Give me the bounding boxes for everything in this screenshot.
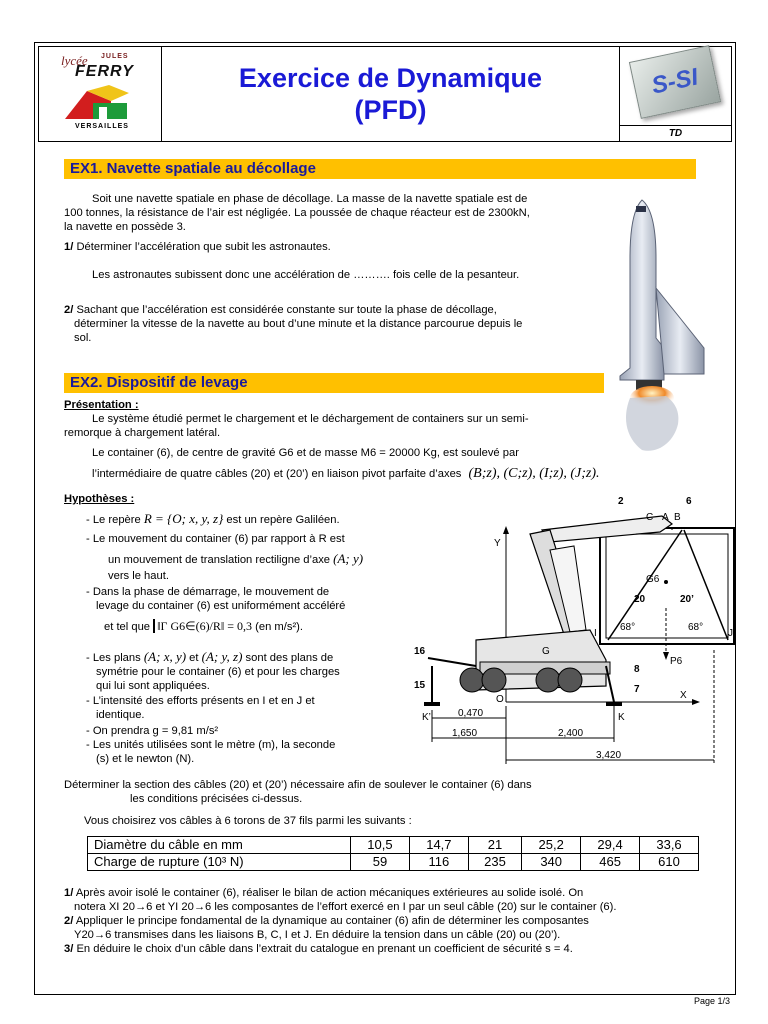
table-cell: 610 bbox=[640, 854, 699, 871]
ex2-title: EX2. Dispositif de levage bbox=[64, 373, 604, 393]
page-number: Page 1/3 bbox=[693, 996, 730, 1006]
ex1-intro-line: 100 tonnes, la résistance de l’air est négligée. La poussée de chaque réacteur est de 2300kN, bbox=[64, 207, 530, 219]
dimension-label: 3,420 bbox=[596, 750, 622, 761]
ex1-question-1 bbox=[64, 240, 604, 254]
logo-jules-text: JULES bbox=[101, 53, 129, 60]
title-box bbox=[162, 46, 620, 142]
reference-formula: R = {O; x, y, z} bbox=[143, 511, 224, 526]
hypothesis-4 bbox=[86, 650, 404, 693]
question-text: Après avoir isolé le container (6), réaliser le bilan de action mécaniques extérieures au solide isolé. On bbox=[73, 887, 584, 899]
question-text: Sachant que l’accélération est considérée constante sur toute la phase de décollage, bbox=[73, 304, 497, 316]
question-text: notera XI 20→6 et YI 20→6 les composantes de l’effort exercé en I par un seul câble (20) sur le container (6). bbox=[74, 901, 617, 913]
hypothesis-text: et tel que bbox=[104, 621, 151, 633]
hypothesis-text: - Le repère bbox=[86, 514, 141, 526]
acceleration-formula: ‖Γ G6∈(6)/R‖ = 0,3 bbox=[153, 619, 252, 633]
presentation-axes-line bbox=[92, 467, 698, 481]
page-title: Exercice de Dynamique bbox=[238, 63, 543, 93]
diagram-label: I bbox=[594, 628, 597, 639]
page-subtitle: (PFD) bbox=[354, 95, 427, 125]
separator: , bbox=[496, 466, 500, 481]
hypothesis-text: levage du container (6) est uniformément accéléré bbox=[96, 600, 346, 612]
hypothesis-text: est un repère Galiléen. bbox=[226, 514, 340, 526]
table-row-label: Diamètre du câble en mm bbox=[88, 837, 351, 854]
hypothesis-3 bbox=[86, 585, 398, 634]
td-label: TD bbox=[620, 126, 732, 142]
ex2-presentation bbox=[64, 398, 604, 440]
page-header bbox=[38, 46, 732, 146]
diagram-label: A bbox=[662, 512, 669, 523]
hypothesis-text: - Les plans bbox=[86, 652, 141, 664]
ex1-intro-line: Soit une navette spatiale en phase de décollage. La masse de la navette spatiale est de bbox=[92, 193, 528, 205]
diagram-label: 7 bbox=[634, 684, 640, 695]
hypothesis-text: - L’intensité des efforts présents en I et en J et bbox=[86, 695, 315, 707]
table-cell: 14,7 bbox=[409, 837, 468, 854]
table-row bbox=[88, 837, 699, 854]
hypothesis-text: et bbox=[189, 652, 199, 664]
table-row bbox=[88, 854, 699, 871]
diagram-label: 20 bbox=[634, 594, 646, 605]
cable-choice-intro: Vous choisirez vos câbles à 6 torons de 37 fils parmi les suivants : bbox=[84, 815, 412, 827]
hypothesis-1 bbox=[86, 512, 404, 527]
objective-text: les conditions précisées ci-dessus. bbox=[130, 793, 303, 805]
question-text: En déduire le choix d’un câble dans l’extrait du catalogue en prenant un coefficient de sécurité s = 4. bbox=[73, 943, 573, 955]
diagram-label: K bbox=[618, 712, 625, 723]
question-number: 2/ bbox=[64, 304, 74, 316]
school-logo bbox=[38, 46, 162, 142]
ex1-intro-line: la navette en possède 3. bbox=[64, 221, 186, 233]
diagram-label: G bbox=[542, 646, 550, 657]
logo-ferry-text: FERRY bbox=[75, 63, 134, 80]
separator: . bbox=[596, 466, 600, 481]
question-number: 1/ bbox=[64, 887, 74, 899]
question-text: déterminer la vitesse de la navette au bout d’une minute et la distance parcourue depuis le bbox=[74, 318, 523, 330]
ex1-answer-line: Les astronautes subissent donc une accélération de ………. fois celle de la pesanteur. bbox=[92, 269, 520, 281]
diagram-label: 15 bbox=[414, 680, 426, 691]
diagram-label: G6 bbox=[646, 574, 660, 585]
ssi-label: S-SI bbox=[649, 63, 701, 100]
table-cell: 465 bbox=[581, 854, 640, 871]
table-cell: 340 bbox=[522, 854, 581, 871]
diagram-label: 68° bbox=[620, 622, 636, 633]
plane-2: (A; y, z) bbox=[201, 649, 243, 664]
question-text: Déterminer l’accélération que subit les astronautes. bbox=[73, 241, 331, 253]
ex2-questions bbox=[64, 886, 704, 956]
diagram-label: 8 bbox=[634, 664, 640, 675]
objective bbox=[64, 778, 704, 806]
diagram-label: 16 bbox=[414, 646, 426, 657]
question-text: Appliquer le principe fondamental de la dynamique au container (6) afin de déterminer les composantes bbox=[73, 915, 589, 927]
axes-formulas bbox=[469, 466, 600, 481]
axis-j: (J;z) bbox=[570, 466, 597, 481]
ssi-badge bbox=[629, 45, 721, 119]
table-cell: 10,5 bbox=[351, 837, 410, 854]
presentation-line: Le container (6), de centre de gravité G6 et de masse M6 = 20000 Kg, est soulevé par bbox=[92, 447, 519, 459]
separator: , bbox=[563, 466, 567, 481]
diagram-label: X bbox=[680, 690, 687, 701]
logo-building-icon bbox=[59, 83, 143, 123]
question-number: 3/ bbox=[64, 943, 74, 955]
lifting-device-diagram bbox=[410, 490, 740, 775]
diagram-label: Y bbox=[494, 538, 501, 549]
hypothesis-text: identique. bbox=[96, 709, 145, 721]
cable-catalog-table bbox=[87, 836, 699, 871]
diagram-label: 68° bbox=[688, 622, 704, 633]
hypothesis-text: - Le mouvement du container (6) par rapport à R est bbox=[86, 533, 345, 545]
presentation-label: Présentation : bbox=[64, 399, 139, 411]
space-shuttle-image bbox=[612, 198, 712, 454]
hypothesis-text: - Dans la phase de démarrage, le mouvement de bbox=[86, 586, 330, 598]
ex1-question-2 bbox=[64, 303, 604, 345]
hypothesis-text: qui lui sont appliquées. bbox=[96, 680, 210, 692]
presentation-line: l’intermédiaire de quatre câbles (20) et (20’) en liaison pivot parfaite d’axes bbox=[92, 468, 462, 480]
diagram-label: 2 bbox=[618, 496, 624, 507]
hypotheses-label: Hypothèses : bbox=[64, 493, 135, 505]
diagram-label: O bbox=[496, 694, 504, 705]
question-text: sol. bbox=[74, 332, 92, 344]
hypothesis-7 bbox=[86, 738, 404, 766]
diagram-label: P6 bbox=[670, 656, 683, 667]
hypothesis-text: (s) et le newton (N). bbox=[96, 753, 195, 765]
axis-c: (C;z) bbox=[503, 466, 533, 481]
ssi-logo-box bbox=[620, 46, 732, 126]
presentation-line: remorque à chargement latéral. bbox=[64, 427, 221, 439]
hypothesis-text: symétrie pour le container (6) et pour les charges bbox=[96, 666, 340, 678]
hypothesis-text: vers le haut. bbox=[108, 570, 169, 582]
axis-i: (I;z) bbox=[539, 466, 564, 481]
question-text: Y20→6 transmises dans les liaisons B, C, I et J. En déduire la tension dans un câble (20) ou (20’). bbox=[74, 929, 561, 941]
diagram-label: B bbox=[674, 512, 681, 523]
presentation-line: Le système étudié permet le chargement et le déchargement de containers sur un semi- bbox=[92, 413, 529, 425]
diagram-label: 6 bbox=[686, 496, 692, 507]
table-cell: 29,4 bbox=[581, 837, 640, 854]
diagram-label: C bbox=[646, 512, 654, 523]
diagram-label: J bbox=[728, 628, 733, 639]
objective-text: Déterminer la section des câbles (20) et (20’) nécessaire afin de soulever le container (6) dans bbox=[64, 779, 532, 791]
logo-versailles-text: VERSAILLES bbox=[75, 123, 129, 130]
table-cell: 116 bbox=[409, 854, 468, 871]
diagram-label: K’ bbox=[422, 712, 431, 723]
dimension-label: 1,650 bbox=[452, 728, 478, 739]
hypothesis-text: (en m/s²). bbox=[255, 621, 304, 633]
logo-lycee-text: lycée bbox=[61, 53, 88, 68]
table-cell: 33,6 bbox=[640, 837, 699, 854]
ex1-intro bbox=[64, 192, 604, 234]
hypothesis-6: - On prendra g = 9,81 m/s² bbox=[86, 725, 219, 737]
dimension-label: 2,400 bbox=[558, 728, 584, 739]
question-number: 1/ bbox=[64, 241, 74, 253]
dimension-label: 0,470 bbox=[458, 708, 484, 719]
ex1-title: EX1. Navette spatiale au décollage bbox=[64, 159, 696, 179]
table-cell: 21 bbox=[468, 837, 521, 854]
table-cell: 59 bbox=[351, 854, 410, 871]
hypothesis-2 bbox=[86, 532, 404, 583]
translation-axis: (A; y) bbox=[333, 551, 364, 566]
diagram-label: 20’ bbox=[680, 594, 694, 605]
separator: , bbox=[532, 466, 536, 481]
plane-1: (A; x, y) bbox=[143, 649, 187, 664]
hypothesis-text: un mouvement de translation rectiligne d’axe bbox=[108, 554, 331, 566]
table-cell: 235 bbox=[468, 854, 521, 871]
table-row-label: Charge de rupture (10³ N) bbox=[88, 854, 351, 871]
table-cell: 25,2 bbox=[522, 837, 581, 854]
hypothesis-5 bbox=[86, 694, 404, 722]
question-number: 2/ bbox=[64, 915, 74, 927]
axis-b: (B;z) bbox=[468, 466, 497, 481]
hypothesis-text: - Les unités utilisées sont le mètre (m), la seconde bbox=[86, 739, 336, 751]
hypothesis-text: sont des plans de bbox=[245, 652, 334, 664]
